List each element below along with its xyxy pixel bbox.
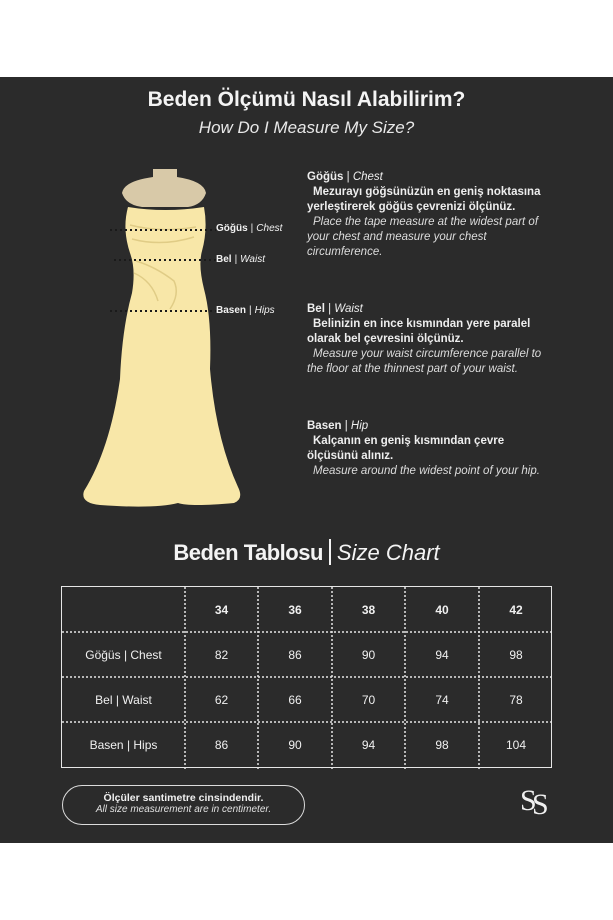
table-cell: 70 xyxy=(361,692,376,707)
mannequin-shoulders xyxy=(122,169,206,207)
table-cell: 74 xyxy=(435,692,449,707)
table-cell: 78 xyxy=(509,692,523,707)
size-header-34: 34 xyxy=(214,602,229,617)
units-note-en: All size measurement are in centimeter. xyxy=(95,804,272,815)
figure-label-chest: Göğüs | Chest xyxy=(216,223,283,234)
table-cell: 98 xyxy=(509,647,523,662)
size-header-36: 36 xyxy=(288,602,302,617)
table-cell: 104 xyxy=(505,737,527,752)
table-cell: 94 xyxy=(361,737,376,752)
figure-label-waist: Bel | Waist xyxy=(216,254,265,265)
units-note-tr: Ölçüler santimetre cinsindendir. xyxy=(103,792,264,804)
table-cell: 82 xyxy=(214,647,229,662)
dress-mannequin-illustration xyxy=(70,169,300,514)
table-cell: 86 xyxy=(288,647,302,662)
row-label-chest: Göğüs | Chest xyxy=(85,647,162,662)
size-header-40: 40 xyxy=(435,602,449,617)
dress-body xyxy=(83,207,240,507)
row-label-waist: Bel | Waist xyxy=(95,692,152,707)
size-header-38: 38 xyxy=(361,602,376,617)
svg-text:S: S xyxy=(532,788,549,818)
instruction-chest: Göğüs | Chest Mezurayı göğsünüzün en geniş noktasına yerleştirerek göğüs çevrenizi ölçünüz. Place the tape measure at the widest part of your chest and measure your chest circumference. xyxy=(307,171,541,258)
size-table xyxy=(61,586,552,768)
table-cell: 66 xyxy=(288,692,302,707)
page-title: Beden Ölçümü Nasıl Alabilirim? xyxy=(147,88,466,111)
table-cell: 90 xyxy=(288,737,302,752)
size-chart-title: Beden Tablosu Size Chart xyxy=(173,540,440,565)
svg-text:S: S xyxy=(520,784,537,817)
size-guide-panel xyxy=(0,77,613,843)
instruction-hip: Basen | Hip Kalçanın en geniş kısmından çevre ölçüsünü alınız. Measure around the widest point of your hip. xyxy=(307,420,540,477)
instruction-waist: Bel | Waist Belinizin en ince kısmından yere paralel olarak bel çevresini ölçünüz. Measure your waist circumference parallel to the floor at the thinnest part of your waist. xyxy=(307,303,542,375)
figure-label-hips: Basen | Hips xyxy=(216,305,275,316)
table-corner-cell xyxy=(62,587,185,632)
table-cell: 86 xyxy=(214,737,229,752)
ss-monogram-icon xyxy=(518,780,556,818)
page-subtitle: How Do I Measure My Size? xyxy=(198,118,415,137)
table-cell: 62 xyxy=(214,692,229,707)
row-label-hips: Basen | Hips xyxy=(89,737,158,752)
table-cell: 90 xyxy=(361,647,376,662)
units-note xyxy=(62,785,305,825)
size-header-42: 42 xyxy=(509,602,523,617)
table-cell: 98 xyxy=(435,737,449,752)
table-cell: 94 xyxy=(435,647,449,662)
